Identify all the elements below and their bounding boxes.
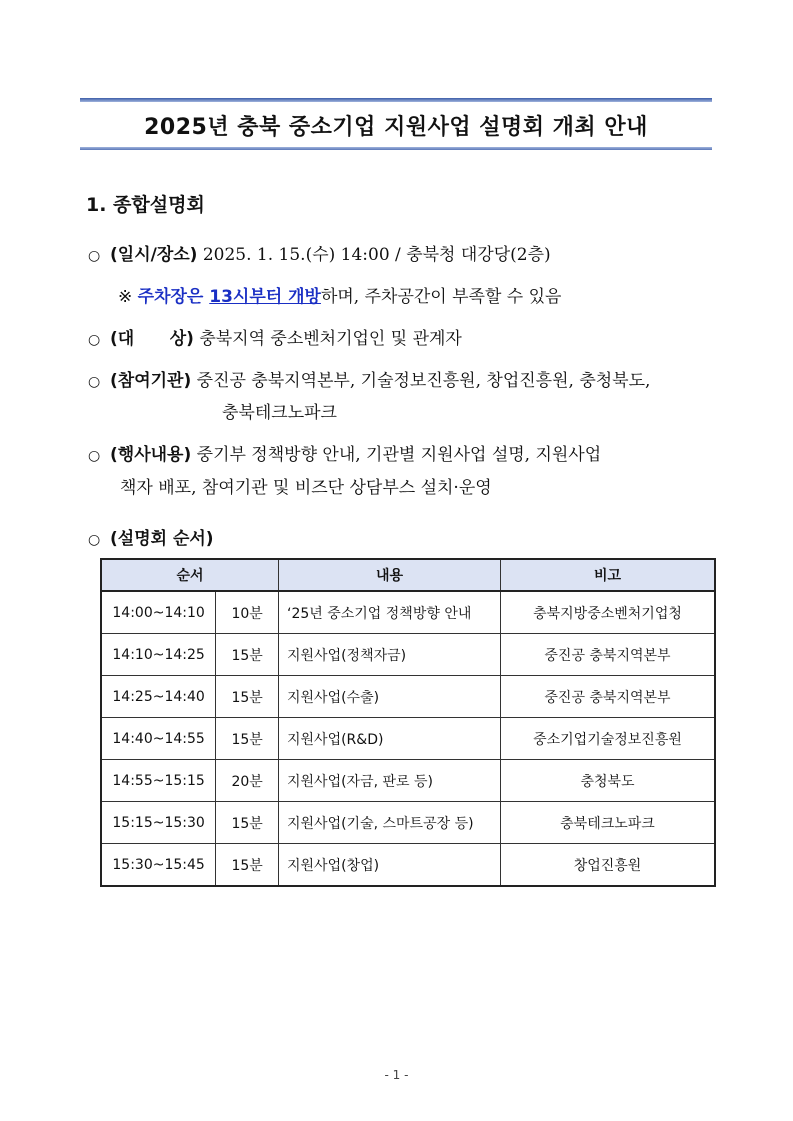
title-bottom-rule [80, 147, 712, 150]
header-content: 내용 [279, 559, 501, 591]
target-item [88, 324, 462, 349]
program-text-1: 중기부 정책방향 안내, 기관별 지원사업 설명, 지원사업 [196, 445, 602, 465]
note-cell: 중진공 충북지역본부 [501, 676, 716, 718]
header-note: 비고 [501, 559, 716, 591]
time-cell: 14:25~14:40 [101, 676, 216, 718]
note-cell: 중소기업기술정보진흥원 [501, 718, 716, 760]
content-cell: 지원사업(창업) [279, 844, 501, 887]
circle-bullet-icon: ○ [88, 332, 101, 348]
target-label: (대 상) [110, 329, 194, 349]
duration-cell: 10분 [216, 591, 279, 634]
table-row [101, 676, 715, 718]
time-cell: 14:55~15:15 [101, 760, 216, 802]
program-item [88, 440, 601, 465]
agencies-label: (참여기관) [110, 371, 192, 391]
time-cell: 14:00~14:10 [101, 591, 216, 634]
page-title: 2025년 충북 중소기업 지원사업 설명회 개최 안내 [144, 115, 648, 140]
note-cell: 충북지방중소벤처기업청 [501, 591, 716, 634]
content-cell: 지원사업(R&D) [279, 718, 501, 760]
title-box [80, 98, 712, 150]
parking-rest: 하며, 주차공간이 부족할 수 있음 [320, 287, 562, 307]
target-text: 충북지역 중소벤처기업인 및 관계자 [199, 329, 462, 349]
time-cell: 15:15~15:30 [101, 802, 216, 844]
duration-cell: 15분 [216, 718, 279, 760]
table-row [101, 634, 715, 676]
header-order: 순서 [101, 559, 279, 591]
agencies-item [88, 366, 650, 391]
time-cell: 15:30~15:45 [101, 844, 216, 887]
circle-bullet-icon: ○ [88, 248, 101, 264]
circle-bullet-icon: ○ [88, 532, 101, 548]
note-cell: 중진공 충북지역본부 [501, 634, 716, 676]
content-cell: 지원사업(수출) [279, 676, 501, 718]
content-cell: 지원사업(자금, 판로 등) [279, 760, 501, 802]
parking-highlight: 주차장은 [137, 287, 210, 307]
reference-mark-icon: ※ [118, 287, 133, 307]
note-cell: 충청북도 [501, 760, 716, 802]
note-cell: 창업진흥원 [501, 844, 716, 887]
content-cell: 지원사업(정책자금) [279, 634, 501, 676]
datetime-item [88, 240, 551, 265]
agencies-text-1: 중진공 충북지역본부, 기술정보진흥원, 창업진흥원, 충청북도, [196, 371, 651, 391]
table-row [101, 844, 715, 887]
table-row [101, 802, 715, 844]
order-item [88, 524, 214, 549]
note-cell: 충북테크노파크 [501, 802, 716, 844]
table-header-row [101, 559, 715, 591]
time-cell: 14:10~14:25 [101, 634, 216, 676]
section-heading: 1. 종합설명회 [86, 194, 205, 216]
time-cell: 14:40~14:55 [101, 718, 216, 760]
content-cell: 지원사업(기술, 스마트공장 등) [279, 802, 501, 844]
parking-open-time: 13시부터 개방 [209, 287, 321, 307]
circle-bullet-icon: ○ [88, 374, 101, 390]
table-row [101, 760, 715, 802]
program-label: (행사내용) [110, 445, 192, 465]
agencies-text-2: 충북테크노파크 [222, 403, 337, 423]
content-cell: ‘25년 중소기업 정책방향 안내 [279, 591, 501, 634]
duration-cell: 15분 [216, 634, 279, 676]
circle-bullet-icon: ○ [88, 448, 101, 464]
title-top-rule [80, 98, 712, 102]
table-row [101, 718, 715, 760]
duration-cell: 15분 [216, 844, 279, 887]
program-text-2: 책자 배포, 참여기관 및 비즈단 상담부스 설치·운영 [120, 478, 492, 498]
page-number: - 1 - [384, 1068, 409, 1082]
duration-cell: 15분 [216, 802, 279, 844]
datetime-text: 2025. 1. 15.(수) 14:00 / 충북청 대강당(2층) [202, 245, 551, 265]
schedule-table [100, 558, 716, 887]
order-label: (설명회 순서) [110, 529, 214, 549]
duration-cell: 20분 [216, 760, 279, 802]
table-row [101, 591, 715, 634]
duration-cell: 15분 [216, 676, 279, 718]
parking-note [118, 282, 561, 307]
datetime-label: (일시/장소) [110, 245, 198, 265]
